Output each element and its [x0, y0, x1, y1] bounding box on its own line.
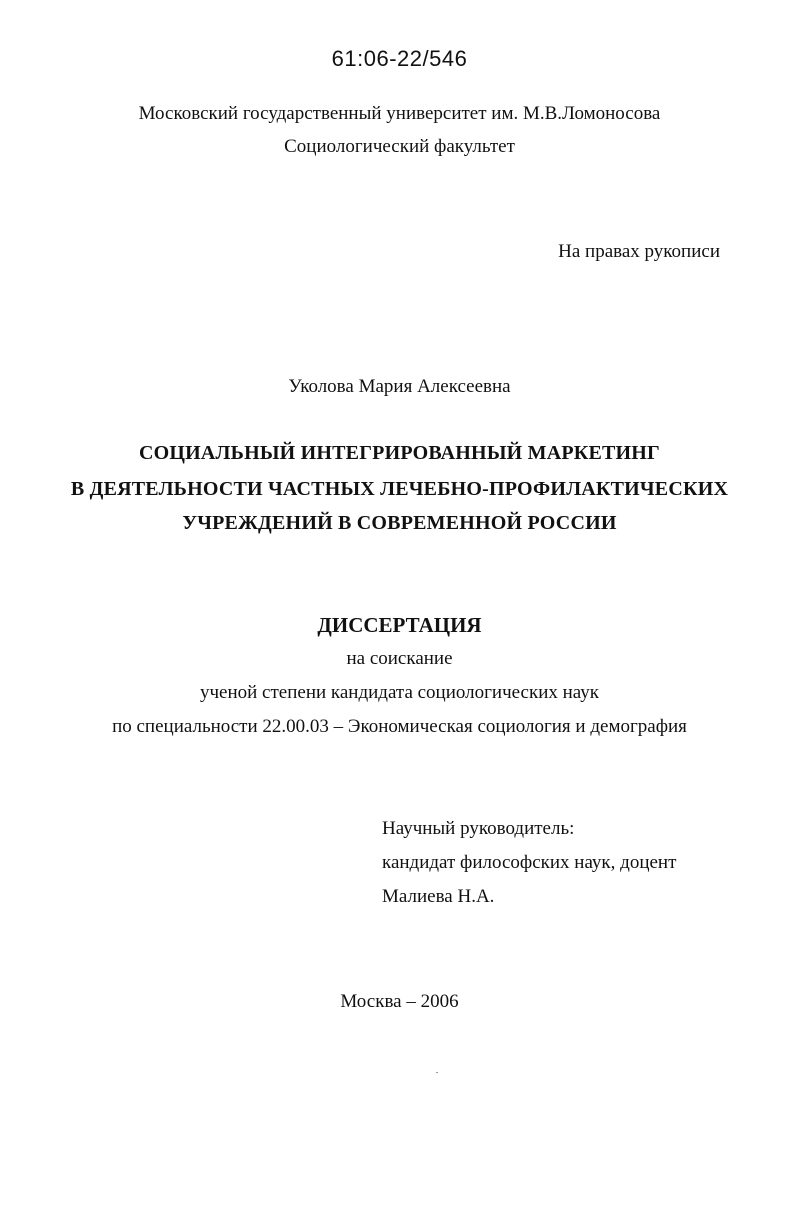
dissertation-line-1: на соискание	[346, 648, 453, 669]
title-line-3: УЧРЕЖДЕНИЙ В СОВРЕМЕННОЙ РОССИИ	[182, 512, 617, 534]
supervisor-degree: кандидат философских наук, доцент	[382, 852, 677, 873]
author-name: Уколова Мария Алексеевна	[288, 376, 511, 397]
title-line-1: СОЦИАЛЬНЫЙ ИНТЕГРИРОВАННЫЙ МАРКЕТИНГ	[139, 442, 660, 464]
catalog-number: 61:06-22/546	[331, 46, 468, 71]
scan-speck	[436, 1072, 438, 1073]
supervisor-label: Научный руководитель:	[382, 818, 575, 839]
university-name: Московский государственный университет им. М.В.Ломоносова	[138, 103, 661, 124]
city-year: Москва – 2006	[340, 991, 459, 1012]
dissertation-heading: ДИССЕРТАЦИЯ	[317, 613, 482, 637]
title-line-2: В ДЕЯТЕЛЬНОСТИ ЧАСТНЫХ ЛЕЧЕБНО-ПРОФИЛАКТИЧЕСКИХ	[70, 478, 729, 500]
manuscript-note: На правах рукописи	[558, 241, 720, 262]
faculty-name: Социологический факультет	[284, 136, 515, 157]
supervisor-name: Малиева Н.А.	[382, 886, 495, 907]
dissertation-line-3: по специальности 22.00.03 – Экономическая социология и демография	[112, 716, 687, 737]
dissertation-line-2: ученой степени кандидата социологических наук	[199, 682, 599, 703]
